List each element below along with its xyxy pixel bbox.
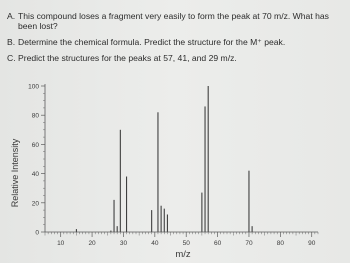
x-axis-label: m/z [175,249,191,260]
y-tick-label: 60 [31,141,39,149]
question-label: B. [7,37,16,47]
x-tick-label: 10 [57,240,65,247]
mass-spectrum-chart [0,72,350,263]
y-tick-label: 40 [31,171,39,179]
x-tick-label: 90 [308,240,316,247]
question-b [7,37,343,47]
x-tick-label: 80 [276,240,284,247]
x-tick-label: 60 [213,240,222,247]
x-tick-label: 70 [245,240,253,247]
y-axis-label: Relative Intensity [10,138,20,208]
y-tick-label: 100 [28,83,39,91]
question-text: Determine the chemical formula. Predict the structure for the M⁺ peak. [18,37,286,47]
y-tick-label: 80 [31,112,39,120]
x-tick-label: 40 [151,240,159,247]
peak-series [76,86,252,232]
question-c [7,53,343,63]
question-list [7,11,343,69]
question-text: This compound loses a fragment very easily to form the peak at 70 m/z. What has been lost? [18,11,329,31]
x-tick-label: 50 [182,240,190,247]
chart-axes [28,84,318,248]
y-tick-label: 20 [31,200,39,208]
question-a [7,11,343,31]
question-text: Predict the structures for the peaks at 57, 41, and 29 m/z. [18,53,237,63]
question-label: A. [7,11,16,21]
x-tick-label: 30 [119,240,128,247]
question-label: C. [7,53,16,63]
x-tick-label: 20 [88,240,96,247]
y-tick-label: 0 [35,229,39,237]
